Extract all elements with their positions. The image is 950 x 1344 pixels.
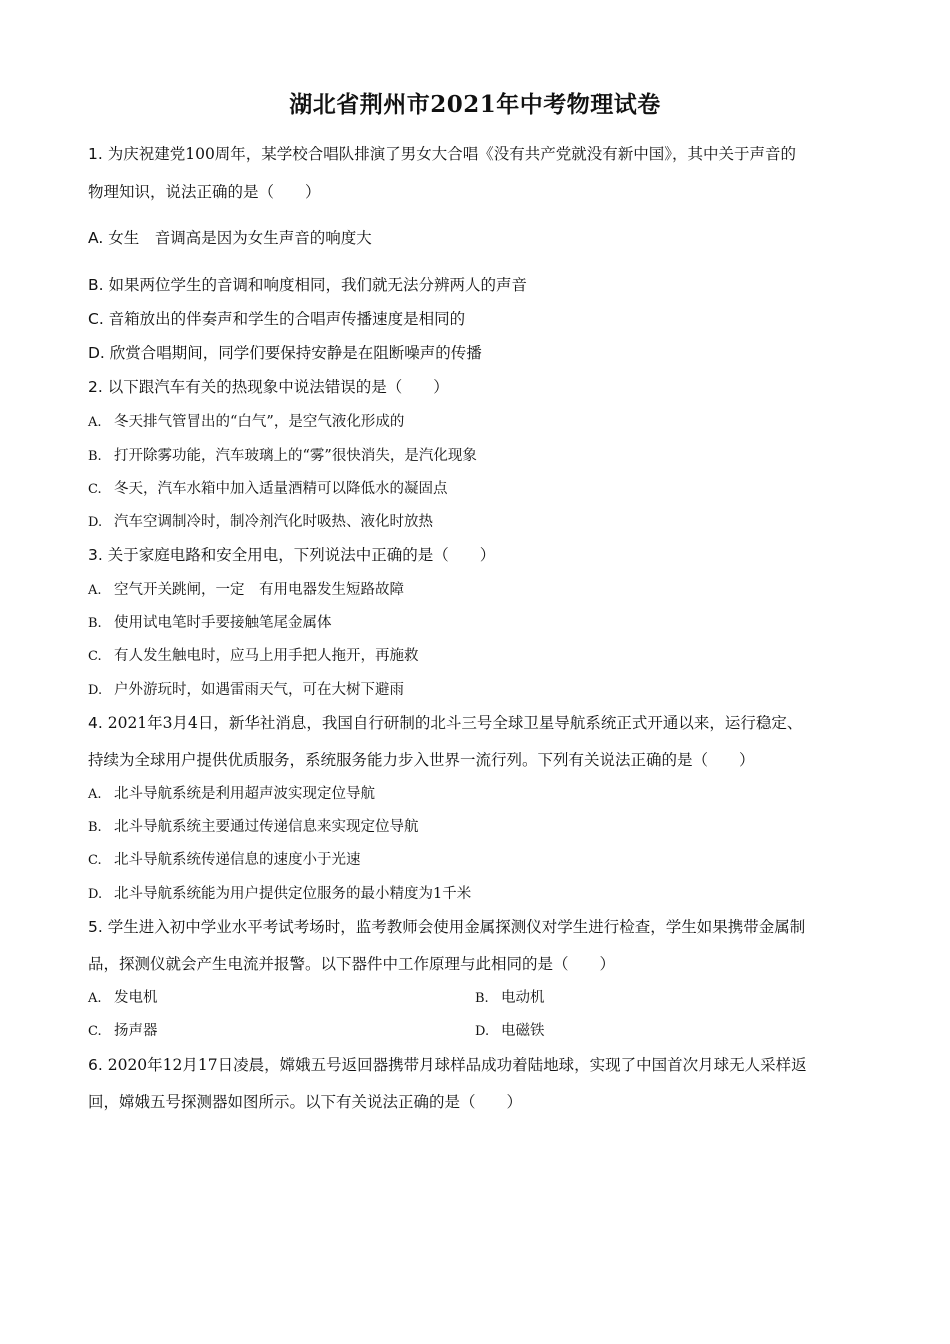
q2-option-c xyxy=(88,479,448,500)
q6-stem-line1 xyxy=(88,1055,807,1075)
q1-option-a-letter: A. xyxy=(88,229,104,247)
q4-option-c-text: 北斗导航系统传递信息的速度小于光速 xyxy=(114,852,361,868)
q3-number: 3. xyxy=(88,546,103,564)
q2-option-a xyxy=(88,412,404,433)
q2-option-b-letter: B. xyxy=(88,449,102,464)
q5-stem-line2: 品，探测仪就会产生电流并报警。以下器件中工作原理与此相同的是（ ） xyxy=(88,955,616,973)
q2-option-c-text: 冬天，汽车水箱中加入适量酒精可以降低水的凝固点 xyxy=(114,481,448,497)
q4-option-a xyxy=(88,784,375,805)
q2-option-b-text: 打开除雾功能，汽车玻璃上的“雾”很快消失，是汽化现象 xyxy=(114,448,477,464)
q2-option-d xyxy=(88,512,433,533)
q2-number: 2. xyxy=(88,378,103,396)
q2-option-c-letter: C. xyxy=(88,482,102,497)
q2-stem-line1 xyxy=(88,377,449,397)
q1-stem-line2: 物理知识，说法正确的是（ ） xyxy=(88,183,321,201)
q5-option-d-text: 电磁铁 xyxy=(501,1023,545,1039)
q1-option-d xyxy=(88,343,482,363)
q1-option-c-text: 音箱放出的伴奏声和学生的合唱声传播速度是相同的 xyxy=(103,310,466,328)
q1-option-b xyxy=(88,275,527,295)
q1-option-d-letter: D. xyxy=(88,344,105,362)
q4-option-b-text: 北斗导航系统主要通过传递信息来实现定位导航 xyxy=(114,819,419,835)
q4-option-c xyxy=(88,850,361,871)
q6-text1: 2020年12月17日凌晨，嫦娥五号返回器携带月球样品成功着陆地球，实现了中国首次月球无人采样返 xyxy=(102,1056,807,1074)
q5-option-c-letter: C. xyxy=(88,1024,102,1039)
q3-option-a-letter: A. xyxy=(88,583,102,598)
q3-option-c-letter: C. xyxy=(88,649,102,664)
q1-option-c-letter: C. xyxy=(88,310,104,328)
q2-option-d-text: 汽车空调制冷时，制冷剂汽化时吸热、液化时放热 xyxy=(114,514,433,530)
q1-stem-line1 xyxy=(88,144,796,164)
q5-option-a-text: 发电机 xyxy=(114,990,158,1006)
q5-option-c-text: 扬声器 xyxy=(114,1023,158,1039)
q2-option-d-letter: D. xyxy=(88,515,103,530)
q4-text1: 2021年3月4日，新华社消息，我国自行研制的北斗三号全球卫星导航系统正式开通以来，运行稳定、 xyxy=(102,714,803,732)
q3-text1: 关于家庭电路和安全用电，下列说法中正确的是（ ） xyxy=(102,546,496,564)
q4-option-c-letter: C. xyxy=(88,853,102,868)
q3-option-d xyxy=(88,680,404,701)
q3-option-a xyxy=(88,580,404,601)
q3-option-d-letter: D. xyxy=(88,683,103,698)
q4-option-a-letter: A. xyxy=(88,787,102,802)
q5-number: 5. xyxy=(88,918,103,936)
q5-option-d xyxy=(475,1021,545,1042)
q3-option-a-text: 空气开关跳闸，一定 有用电器发生短路故障 xyxy=(114,582,404,598)
q4-option-a-text: 北斗导航系统是利用超声波实现定位导航 xyxy=(114,786,375,802)
q5-option-a xyxy=(88,988,158,1009)
q4-stem-line2: 持续为全球用户提供优质服务，系统服务能力步入世界一流行列。下列有关说法正确的是（ ） xyxy=(88,751,755,769)
q2-option-a-letter: A. xyxy=(88,415,102,430)
q5-option-d-letter: D. xyxy=(475,1024,490,1039)
q5-option-c xyxy=(88,1021,158,1042)
q1-option-c xyxy=(88,309,465,329)
q5-option-a-letter: A. xyxy=(88,991,102,1006)
q3-option-b xyxy=(88,613,332,634)
q3-option-c xyxy=(88,646,419,667)
q1-option-a-text: 女生 音调高是因为女生声音的响度大 xyxy=(103,229,372,247)
q3-option-c-text: 有人发生触电时，应马上用手把人拖开，再施救 xyxy=(114,648,419,664)
q1-option-d-text: 欣赏合唱期间，同学们要保持安静是在阻断噪声的传播 xyxy=(104,344,482,362)
q5-text1: 学生进入初中学业水平考试考场时，监考教师会使用金属探测仪对学生进行检查，学生如果携带金属制 xyxy=(102,918,806,936)
q4-number: 4. xyxy=(88,714,103,732)
q3-option-d-text: 户外游玩时，如遇雷雨天气，可在大树下避雨 xyxy=(114,682,404,698)
q1-text1: 为庆祝建党100周年，某学校合唱队排演了男女大合唱《没有共产党就没有新中国》，其中关于声音的 xyxy=(102,145,797,163)
q4-option-d xyxy=(88,884,471,905)
q5-option-b xyxy=(475,988,545,1009)
q1-number: 1. xyxy=(88,145,103,163)
q4-option-d-text: 北斗导航系统能为用户提供定位服务的最小精度为1千米 xyxy=(114,886,472,902)
q5-option-b-text: 电动机 xyxy=(501,990,545,1006)
q1-option-a xyxy=(88,228,372,248)
q6-stem-line2: 回，嫦娥五号探测器如图所示。以下有关说法正确的是（ ） xyxy=(88,1093,523,1111)
q3-option-b-letter: B. xyxy=(88,616,102,631)
q6-number: 6. xyxy=(88,1056,103,1074)
q3-option-b-text: 使用试电笔时手要接触笔尾金属体 xyxy=(114,615,332,631)
q2-option-b xyxy=(88,446,477,467)
q1-option-b-letter: B. xyxy=(88,276,104,294)
q1-option-b-text: 如果两位学生的音调和响度相同，我们就无法分辨两人的声音 xyxy=(103,276,527,294)
q2-text1: 以下跟汽车有关的热现象中说法错误的是（ ） xyxy=(102,378,449,396)
q4-stem-line1 xyxy=(88,713,802,733)
q5-stem-line1 xyxy=(88,917,805,937)
page-title: 湖北省荆州市2021年中考物理试卷 xyxy=(289,91,661,118)
q2-option-a-text: 冬天排气管冒出的“白气”，是空气液化形成的 xyxy=(114,414,405,430)
q4-option-b xyxy=(88,817,419,838)
q3-stem-line1 xyxy=(88,545,495,565)
q4-option-b-letter: B. xyxy=(88,820,102,835)
q4-option-d-letter: D. xyxy=(88,887,103,902)
q5-option-b-letter: B. xyxy=(475,991,489,1006)
